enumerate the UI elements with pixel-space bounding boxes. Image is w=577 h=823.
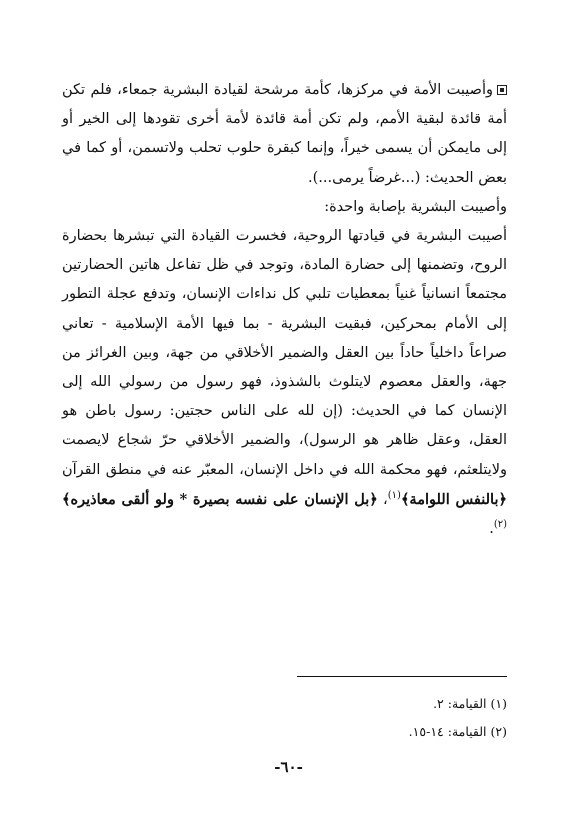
footnote-ref-2: (٢) bbox=[493, 519, 507, 531]
quran-verse-2: ﴿بل الإنسان على نفسه بصيرة * ولو ألقى معاذيره﴾ bbox=[62, 490, 378, 508]
paragraph-2: وأصيبت البشرية بإصابة واحدة: bbox=[324, 198, 507, 215]
footnote-divider bbox=[297, 676, 507, 677]
quran-verse-1: ﴿بالنفس اللوامة﴾ bbox=[400, 490, 508, 508]
paragraph-3 bbox=[62, 222, 507, 544]
footnote-ref-1: (١) bbox=[387, 490, 401, 502]
footnote-1: (١) القيامة: ٢. bbox=[433, 696, 507, 711]
sentence-end: . bbox=[489, 521, 494, 538]
paragraph-3-text: أصيبت البشرية في قيادتها الروحية، فخسرت القيادة التي تبشرها بحضارة الروح، وتضمنها إلى حضارة المادة، وتوجد في ظل تفاعل هاتين الحضارتين مجتمعاً انسانياً غنياً بمعطيات تلبي كل نداءات الإنسان، وتدفع عجلة التطور إلى الأمام بمحركين، فبقيت البشرية - بما فيها الأمة الإسلامية - تعاني صراعاً داخلياً حاداً بين العقل والضمير الأخلاقي من جهة، وبين الغرائز من جهة، والعقل معصوم لايتلوث بالشذوذ، فهو رسول من رسولي الله إلى الإنسان كما في الحديث: (إن لله على الناس حجتين: رسول باطن هو العقل، وعقل ظاهر هو الرسول)، والضمير الأخلاقي حرّ شجاع لايصمت ولايتلعثم، فهو محكمة الله في داخل الإنسان، المعبّر عنه في منطق القرآن bbox=[62, 228, 507, 478]
paragraph-1 bbox=[62, 76, 507, 193]
footnotes bbox=[62, 690, 507, 746]
footnote-2: (٢) القيامة: ١٤-١٥. bbox=[408, 724, 507, 739]
section-marker-icon bbox=[497, 85, 507, 95]
paragraph-1-text: وأصيبت الأمة في مركزها، كأمة مرشحة لقيادة البشرية جمعاء، فلم تكن أمة قائدة لبقية الأمم، ولم تكن أمة قائدة لأمة أخرى تقودها إلى الخير أو إلى مايمكن أن يسمى خيراً، وإنما كبقرة حلوب تحلب ولاتسمن، أو كما في بعض الحديث: (...غرضاً يرمى...). bbox=[62, 82, 507, 186]
verse-separator: ، bbox=[377, 491, 388, 508]
main-text bbox=[62, 76, 507, 544]
page-number: -٦٠- bbox=[274, 758, 303, 776]
